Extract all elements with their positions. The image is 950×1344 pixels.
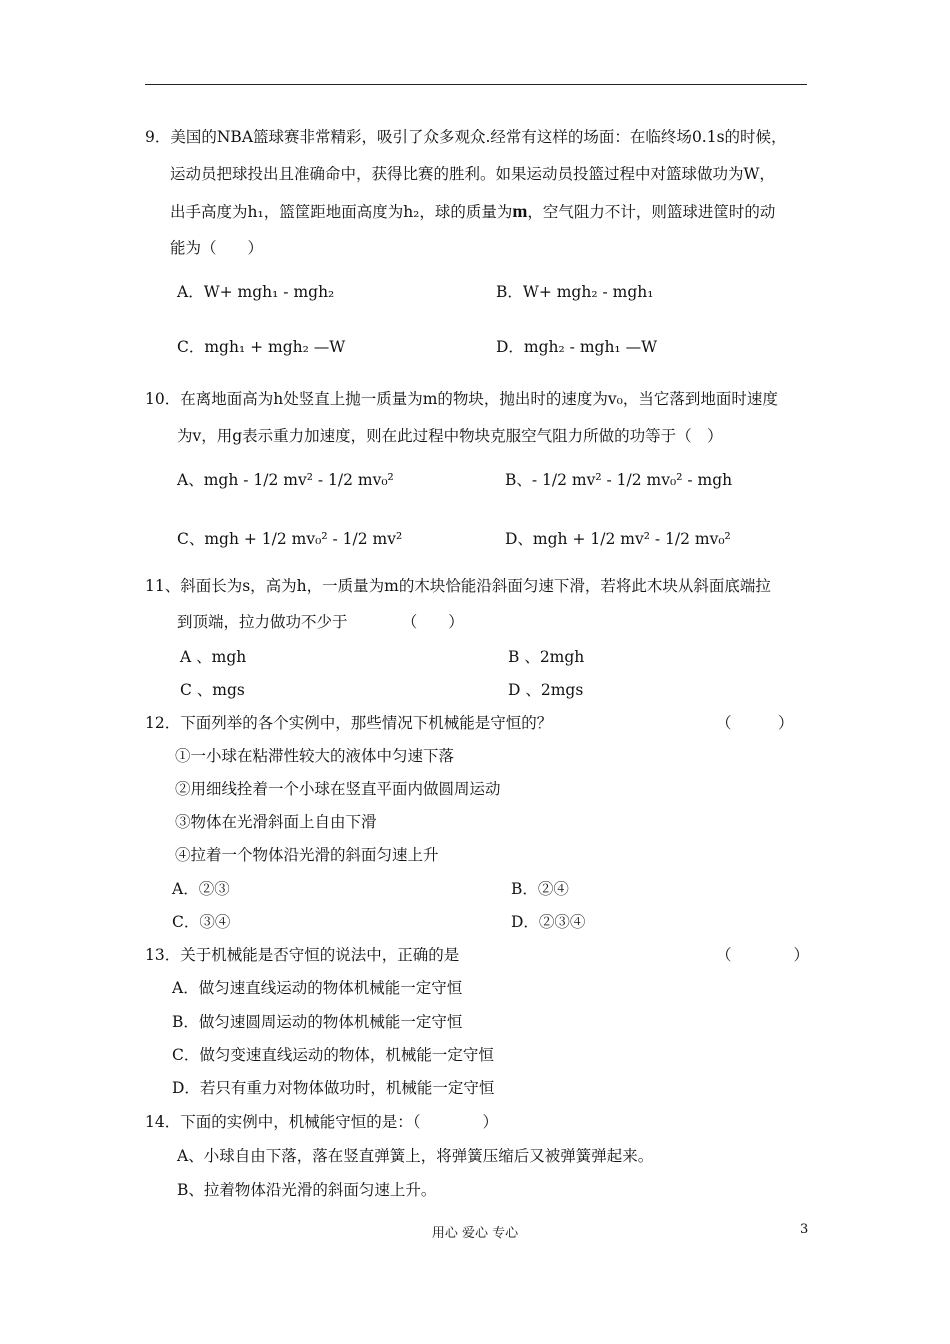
q13-option-c: C．做匀变速直线运动的物体，机械能一定守恒	[172, 1046, 494, 1064]
q12-item-3: ③物体在光滑斜面上自由下滑	[175, 813, 377, 831]
q9-line1: 9．美国的NBA篮球赛非常精彩，吸引了众多观众.经常有这样的场面：在临终场0.1s的时候，	[145, 128, 787, 146]
q13-option-b: B．做匀速圆周运动的物体机械能一定守恒	[172, 1013, 463, 1031]
q9-option-b: B．W+ mgh₂ - mgh₁	[496, 283, 654, 301]
q9-line3-text-a: 出手高度为h₁，篮筐距地面高度为h₂，球的质量为	[170, 203, 513, 221]
q11-option-b: B 、2mgh	[508, 648, 585, 666]
q14-option-a: A、小球自由下落，落在竖直弹簧上，将弹簧压缩后又被弹簧弹起来。	[177, 1147, 654, 1165]
q13-answer-paren: （ ）	[716, 946, 810, 964]
q12-option-c: C．③④	[172, 913, 231, 931]
q11-option-d: D 、2mgs	[508, 681, 584, 699]
q9-line2: 运动员把球投出且准确命中，获得比赛的胜利。如果运动员投篮过程中对篮球做功为W，	[170, 165, 775, 183]
q12-option-a: A．②③	[172, 880, 230, 898]
q9-line3	[170, 201, 775, 222]
q13-option-d: D．若只有重力对物体做功时，机械能一定守恒	[172, 1079, 495, 1097]
q12-option-d: D．②③④	[511, 913, 586, 931]
q9-option-d: D．mgh₂ - mgh₁ —W	[496, 338, 658, 356]
q9-line4: 能为（ ）	[170, 239, 264, 257]
q14-line1: 14．下面的实例中，机械能守恒的是：（ ）	[145, 1113, 498, 1131]
q12-answer-paren: （ ）	[716, 714, 794, 732]
q11-line2: 到顶端，拉力做功不少于 （ ）	[177, 613, 464, 631]
header-rule	[145, 84, 807, 85]
q10-option-b: B、- 1/2 mv² - 1/2 mv₀² - mgh	[505, 471, 733, 489]
q10-line1: 10．在离地面高为h处竖直上抛一质量为m的物块，抛出时的速度为v₀，当它落到地面时速度	[145, 390, 778, 408]
q10-line2: 为v，用g表示重力加速度，则在此过程中物块克服空气阻力所做的功等于（ ）	[177, 427, 723, 445]
q12-item-2: ②用细线拴着一个小球在竖直平面内做圆周运动	[175, 780, 501, 798]
page-number: 3	[800, 1222, 809, 1237]
page-footer: 用心 爱心 专心	[431, 1226, 519, 1241]
q10-option-a: A、mgh - 1/2 mv² - 1/2 mv₀²	[177, 471, 394, 489]
q11-option-a: A 、mgh	[180, 648, 247, 666]
q12-line1: 12．下面列举的各个实例中，那些情况下机械能是守恒的？	[145, 714, 553, 732]
q12-item-4: ④拉着一个物体沿光滑的斜面匀速上升	[175, 846, 439, 864]
q14-option-b: B、拉着物体沿光滑的斜面匀速上升。	[177, 1181, 437, 1199]
q10-option-d: D、mgh + 1/2 mv² - 1/2 mv₀²	[505, 530, 731, 548]
q11-option-c: C 、mgs	[180, 681, 245, 699]
q9-mass-symbol: m	[512, 201, 528, 221]
q10-option-c: C、mgh + 1/2 mv₀² - 1/2 mv²	[177, 530, 403, 548]
q9-option-a: A．W+ mgh₁ - mgh₂	[177, 283, 335, 301]
q12-item-1: ①一小球在粘滞性较大的液体中匀速下落	[175, 747, 455, 765]
q11-line1: 11、斜面长为s，高为h，一质量为m的木块恰能沿斜面匀速下滑，若将此木块从斜面底端拉	[145, 577, 771, 595]
q13-line1: 13．关于机械能是否守恒的说法中，正确的是	[145, 946, 460, 964]
q13-option-a: A．做匀速直线运动的物体机械能一定守恒	[172, 979, 463, 997]
q9-option-c: C．mgh₁ + mgh₂ —W	[177, 338, 346, 356]
q9-line3-text-b: ，空气阻力不计，则篮球进筐时的动	[527, 203, 776, 221]
q12-option-b: B．②④	[511, 880, 569, 898]
